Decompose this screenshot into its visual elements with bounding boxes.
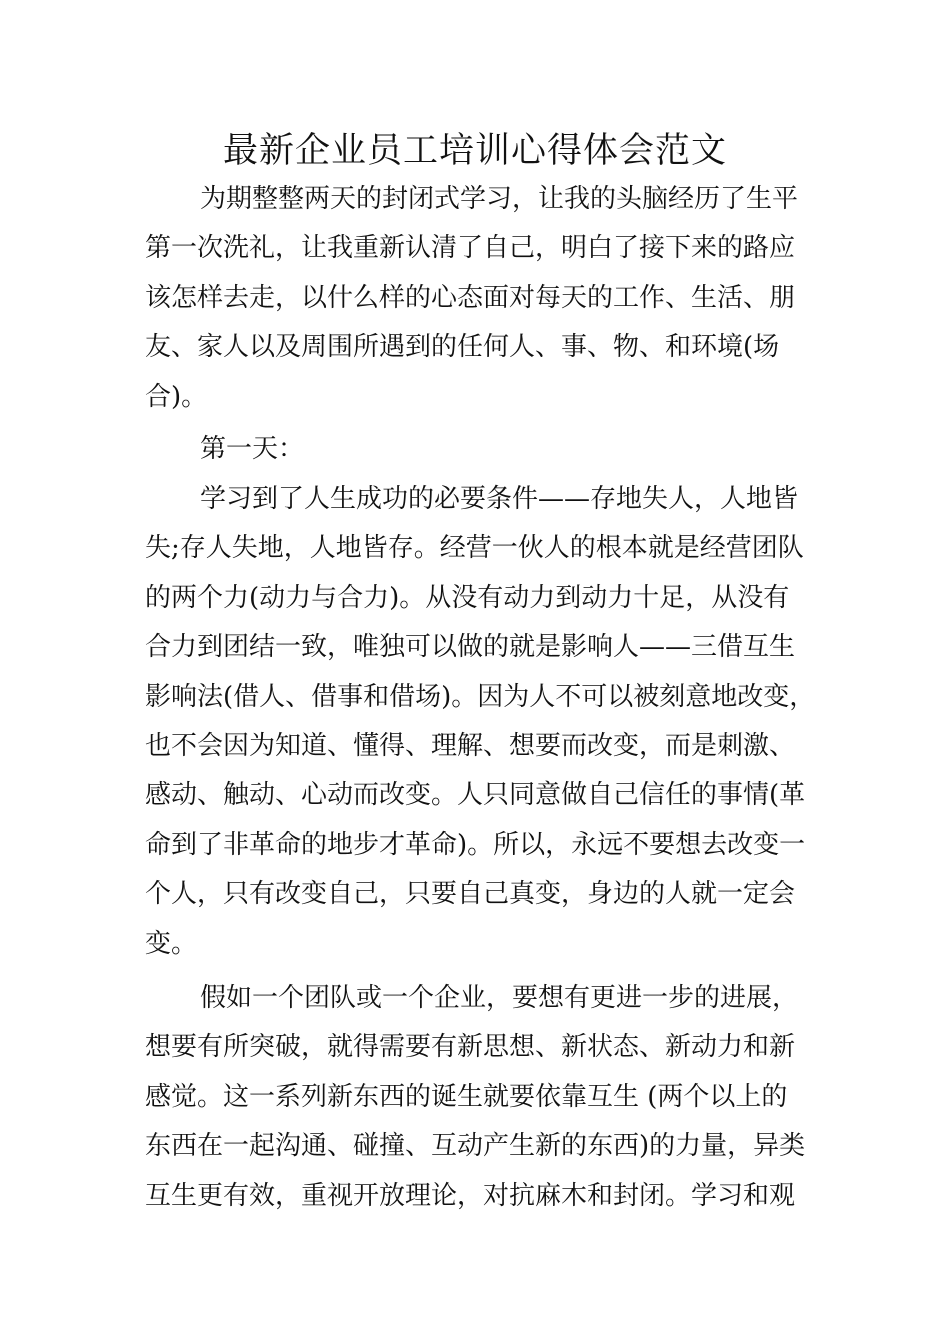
- text-line: 东西在一起沟通、碰撞、互动产生新的东西)的力量，异类: [145, 1131, 806, 1162]
- text-line: 的两个力(动力与合力)。从没有动力到动力十足，从没有: [145, 582, 790, 613]
- text-line: 命到了非革命的地步才革命)。所以，永远不要想去改变一: [145, 829, 806, 860]
- text-line: 个人，只有改变自己，只要自己真变，身边的人就一定会: [145, 879, 796, 910]
- text-line: 该怎样去走，以什么样的心态面对每天的工作、生活、朋: [145, 282, 796, 313]
- text-line: 第一天：: [200, 434, 305, 464]
- text-line: 为期整整两天的封闭式学习，让我的头脑经历了生平: [200, 184, 799, 214]
- text-line: 友、家人以及周围所遇到的任何人、事、物、和环境(场: [145, 332, 780, 363]
- text-line: 影响法(借人、借事和借场)。因为人不可以被刻意地改变，: [145, 681, 816, 712]
- text-line: 感动、触动、心动而改变。人只同意做自己信任的事情(革: [145, 780, 806, 811]
- text-line: 假如一个团队或一个企业，要想有更进一步的进展，: [200, 983, 799, 1013]
- text-line: 合)。: [145, 381, 208, 412]
- text-line: 第一次洗礼，让我重新认清了自己，明白了接下来的路应: [145, 233, 796, 264]
- document-title: 最新企业员工培训心得体会范文: [222, 131, 727, 171]
- text-line: 失;存人失地，人地皆存。经营一伙人的根本就是经营团队: [145, 533, 804, 564]
- section-heading-day-one: [145, 425, 815, 474]
- text-line: 互生更有效，重视开放理论，对抗麻木和封闭。学习和观: [145, 1180, 796, 1211]
- text-line: 感觉。这一系列新东西的诞生就要依靠互生 (两个以上的: [145, 1081, 788, 1112]
- paragraph-team-growth: [145, 974, 815, 1221]
- text-line: 也不会因为知道、懂得、理解、想要而改变，而是刺激、: [145, 730, 796, 761]
- text-line: 想要有所突破，就得需要有新思想、新状态、新动力和新: [145, 1032, 796, 1063]
- paragraph-day-one: [145, 475, 815, 969]
- text-line: 合力到团结一致，唯独可以做的就是影响人——三借互生: [145, 632, 796, 663]
- text-line: 学习到了人生成功的必要条件——存地失人，人地皆: [200, 484, 799, 514]
- text-line: 变。: [145, 928, 198, 959]
- paragraph-intro: [145, 175, 815, 422]
